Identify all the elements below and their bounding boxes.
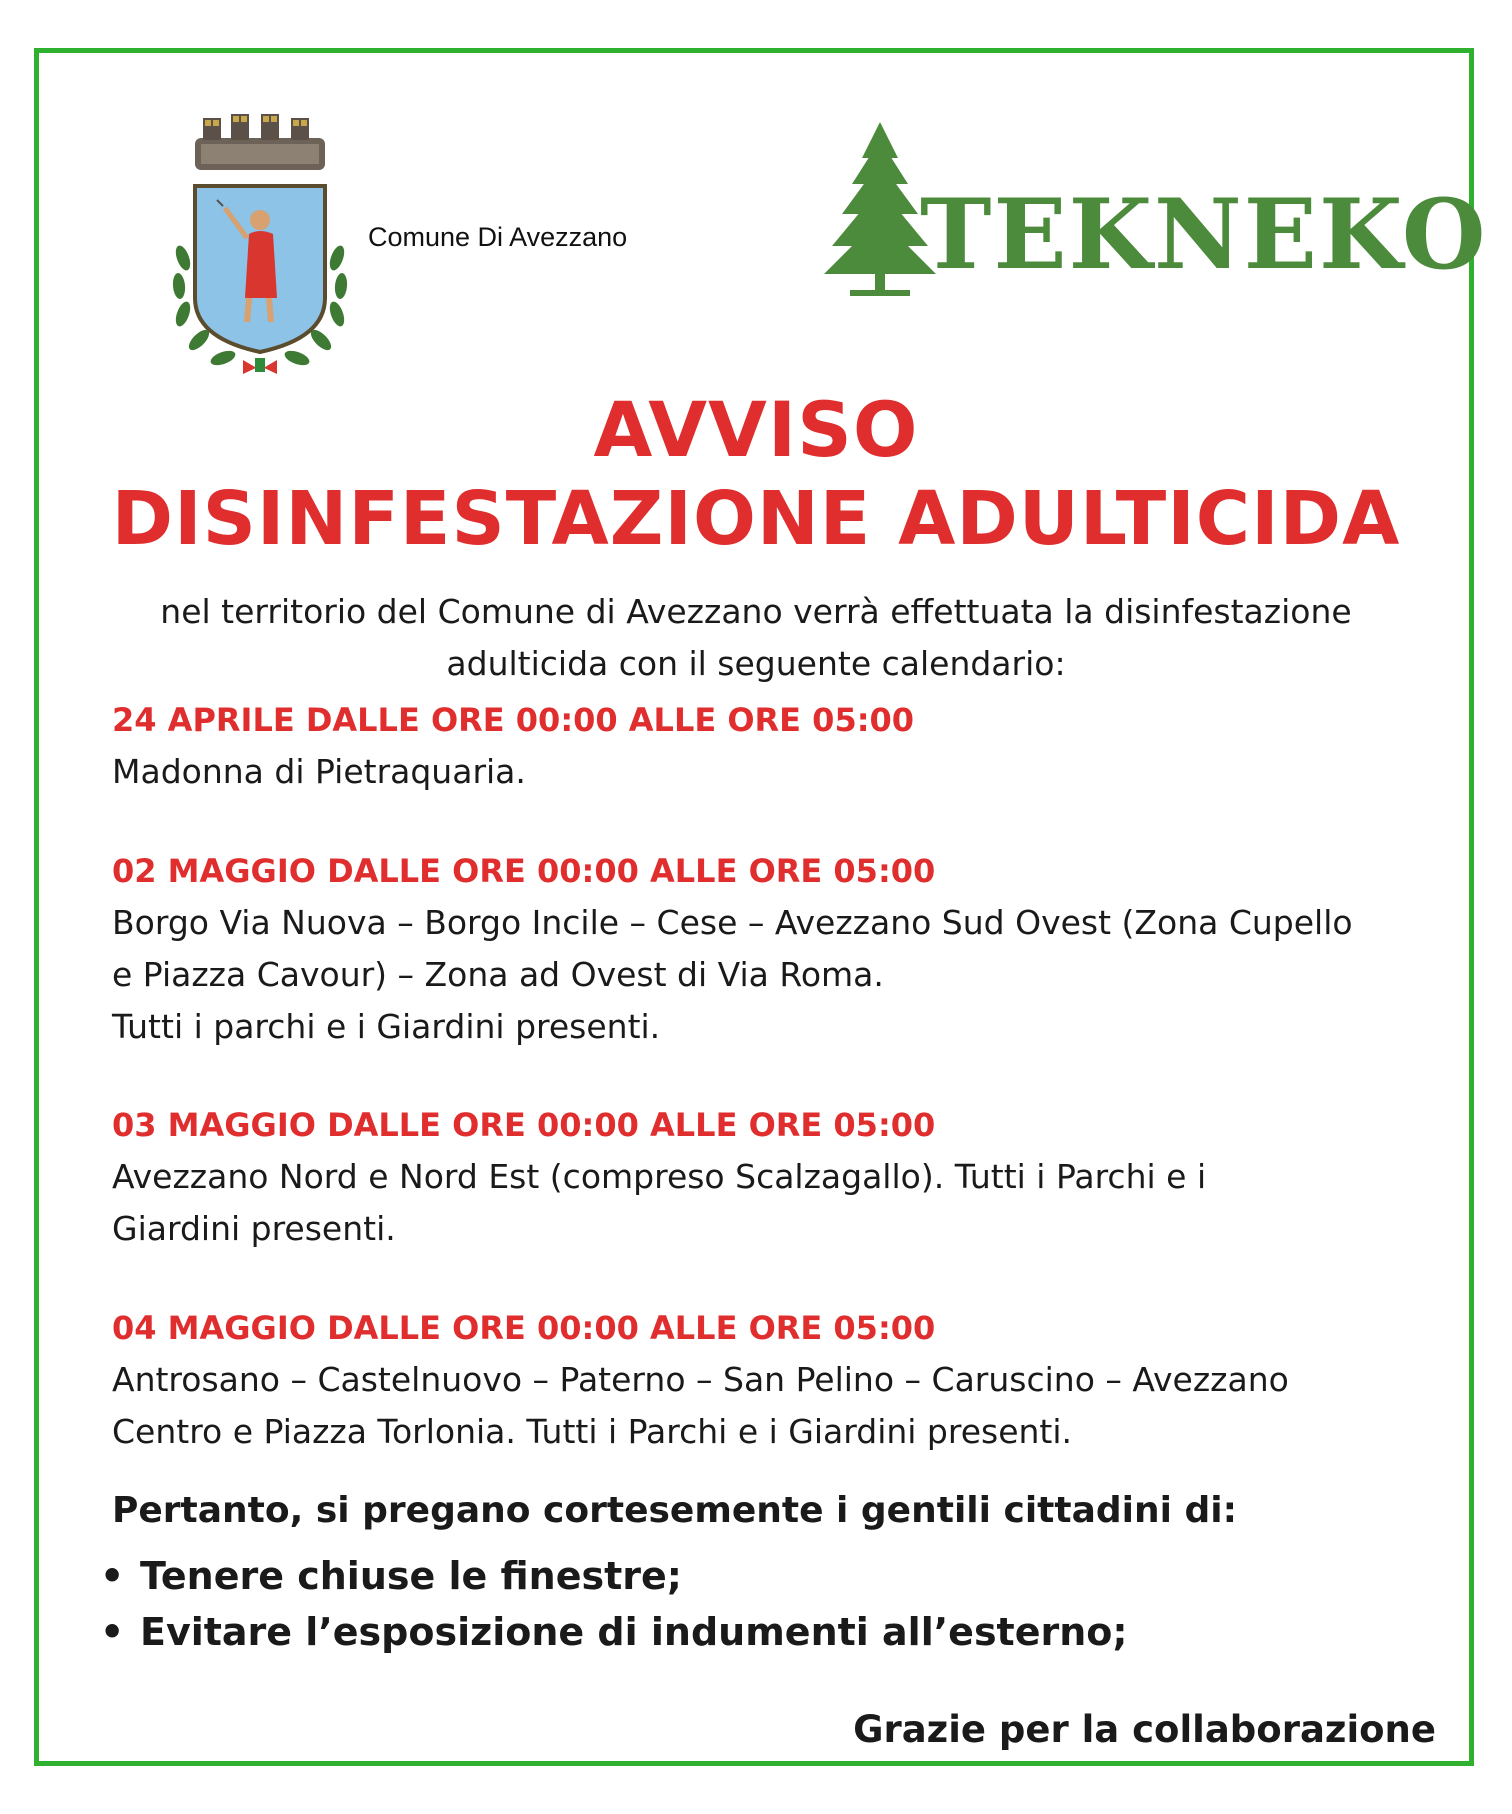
schedule-entry <box>112 694 1388 798</box>
schedule-entry <box>112 1302 1388 1458</box>
request-list <box>100 1548 1128 1660</box>
list-item <box>100 1604 1128 1660</box>
thanks-text: Grazie per la collaborazione <box>853 1708 1436 1751</box>
list-item-text: Tenere chiuse le finestre; <box>140 1554 683 1598</box>
crown-icon <box>195 114 325 170</box>
schedule-date: 03 MAGGIO DALLE ORE 00:00 ALLE ORE 05:00 <box>112 1106 936 1144</box>
schedule-area-line: Centro e Piazza Torlonia. Tutti i Parchi e i Giardini presenti. <box>112 1412 1073 1451</box>
schedule-area-line: Antrosano – Castelnuovo – Paterno – San Pelino – Caruscino – Avezzano <box>112 1360 1289 1399</box>
schedule-date: 04 MAGGIO DALLE ORE 00:00 ALLE ORE 05:00 <box>112 1309 936 1347</box>
schedule-date: 24 APRILE DALLE ORE 00:00 ALLE ORE 05:00 <box>112 701 915 739</box>
request-intro: Pertanto, si pregano cortesemente i gentili cittadini di: <box>112 1490 1237 1531</box>
notice-subtitle: DISINFESTAZIONE ADULTICIDA <box>111 476 1401 562</box>
tekneko-logo <box>820 118 1488 298</box>
schedule-area-line: Giardini presenti. <box>112 1209 396 1248</box>
schedule-area-line: Madonna di Pietraquaria. <box>112 752 526 791</box>
schedule-date: 02 MAGGIO DALLE ORE 00:00 ALLE ORE 05:00 <box>112 852 936 890</box>
comune-label: Comune Di Avezzano <box>368 222 628 252</box>
coat-of-arms-icon <box>165 108 355 378</box>
schedule-entry <box>112 1099 1388 1255</box>
bullet-icon: • <box>100 1554 125 1598</box>
schedule-area-line: Avezzano Nord e Nord Est (compreso Scalzagallo). Tutti i Parchi e i <box>112 1157 1207 1196</box>
schedule-area-line: Borgo Via Nuova – Borgo Incile – Cese – Avezzano Sud Ovest (Zona Cupello <box>112 903 1353 942</box>
list-item <box>100 1548 1128 1604</box>
logo-wordmark: TEKNEKO <box>920 178 1488 291</box>
notice-title: AVVISO <box>593 385 919 474</box>
intro-line-2: adulticida con il seguente calendario: <box>446 644 1066 683</box>
bullet-icon: • <box>100 1610 125 1654</box>
schedule-area-line: Tutti i parchi e i Giardini presenti. <box>112 1007 661 1046</box>
intro-line-1: nel territorio del Comune di Avezzano verrà effettuata la disinfestazione <box>160 592 1352 631</box>
schedule-entry <box>112 845 1388 1053</box>
list-item-text: Evitare l’esposizione di indumenti all’esterno; <box>140 1610 1128 1654</box>
schedule-area-line: e Piazza Cavour) – Zona ad Ovest di Via Roma. <box>112 955 884 994</box>
intro-text <box>0 586 1512 690</box>
